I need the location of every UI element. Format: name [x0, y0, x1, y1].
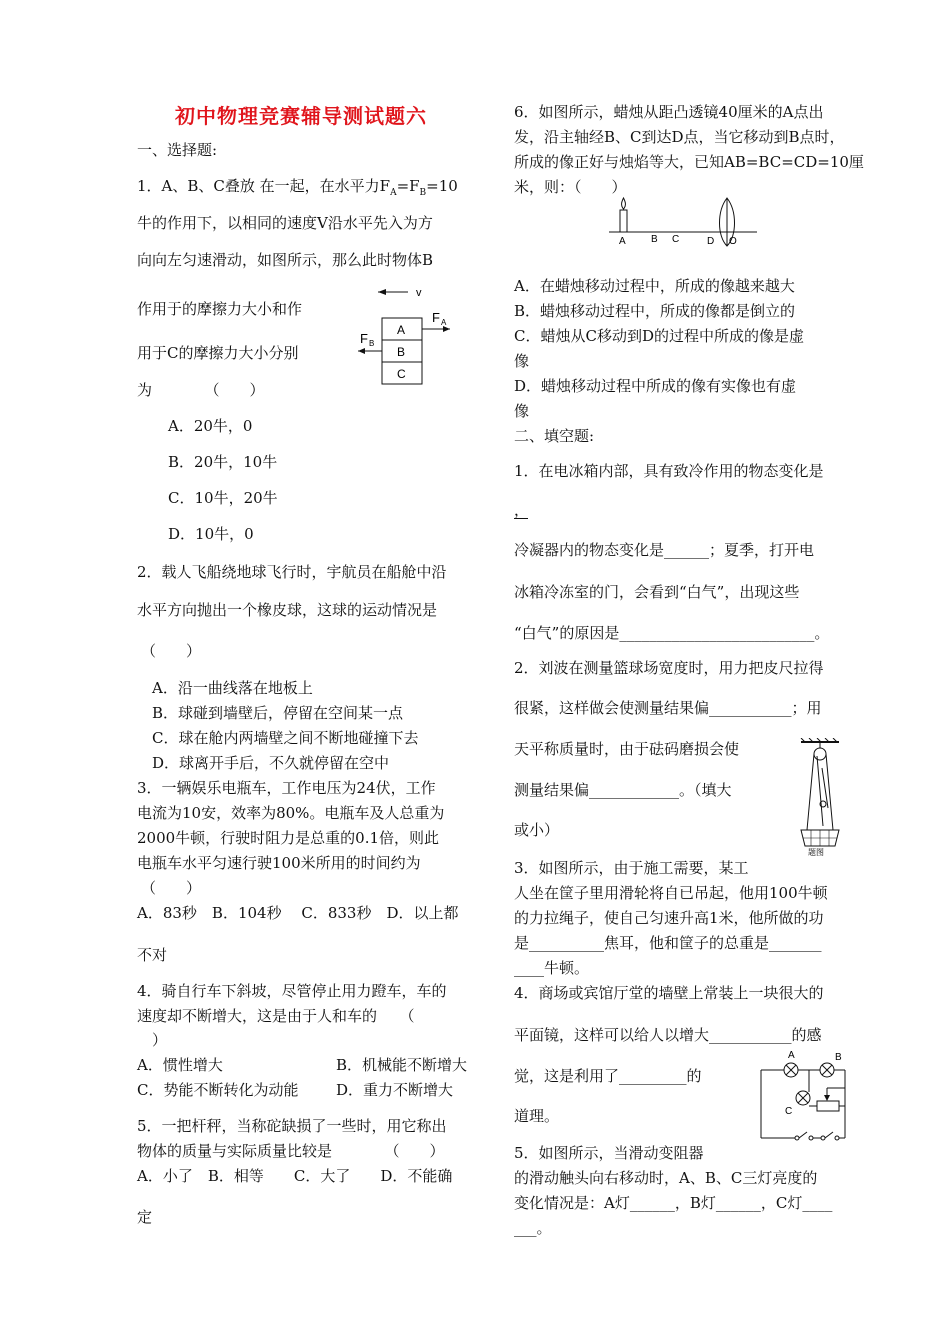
q3-line-7: 不对 [137, 946, 168, 964]
q1-text-end: =10 [426, 177, 458, 195]
q6-option-b: B．蜡烛移动过程中，所成的像都是倒立的 [514, 302, 796, 320]
q1-option-c: C．10牛，20牛 [168, 489, 278, 507]
q2-option-a: A．沿一曲线落在地板上 [152, 679, 313, 697]
q5-line-4: 定 [137, 1208, 153, 1226]
q2-line-1: 2．载人飞船绕地球飞行时，宇航员在船舱中沿 [137, 563, 447, 581]
point-d: D [707, 236, 715, 247]
point-o: O [729, 236, 737, 247]
f2-line-4: 测量结果偏____________。（填大 [514, 781, 732, 799]
q1-eq: =F [396, 177, 420, 195]
f4-line-2: 平面镜，这样可以给人以增大___________的感 [514, 1026, 822, 1044]
f1-line-1: 1．在电冰箱内部，具有致冷作用的物态变化是 [514, 462, 824, 480]
pulley-figure-caption: 题图 [808, 848, 824, 856]
q5-line-1: 5．一把杆秤，当称砣缺损了一些时，用它称出 [137, 1117, 447, 1135]
q6-line-2: 发，沿主轴经B、C到达D点，当它移动到B点时， [514, 128, 845, 146]
q4-line-3: ） [152, 1031, 168, 1049]
velocity-label: v [416, 287, 422, 299]
q2-option-c: C．球在舱内两墙壁之间不断地碰撞下去 [152, 729, 419, 747]
q6-line-3: 所成的像正好与烛焰等大，已知AB=BC=CD=10厘 [514, 153, 864, 171]
q1-line-1 [137, 176, 458, 203]
section-fill-heading: 二、填空题: [514, 427, 595, 445]
q3-line-2: 电流为10安，效率为80%。电瓶车及人总重为 [137, 804, 445, 822]
f5-line-3: 变化情况是：A灯______，B灯______，C灯____ [514, 1194, 833, 1212]
q4-option-a: A．惯性增大 [137, 1056, 223, 1074]
q2-option-d: D．球离开手后，不久就停留在空中 [152, 754, 390, 772]
q6-option-c: C．蜡烛从C移动到D的过程中所成的像是虚 [514, 327, 804, 345]
f4-line-4: 道理。 [514, 1107, 560, 1125]
q4-line-1: 4．骑自行车下斜坡，尽管停止用力蹬车，车的 [137, 982, 447, 1000]
lamp-a-label: A [788, 1050, 795, 1061]
q6-line-1: 6．如图所示，蜡烛从距凸透镜40厘米的A点出 [514, 103, 824, 121]
f2-line-5: 或小） [514, 821, 560, 839]
f3-line-4: 是__________焦耳，他和筐子的总重是_______ [514, 934, 822, 952]
block-c-label: C [397, 367, 406, 381]
circuit-figure [755, 1048, 857, 1142]
q3-line-1: 3．一辆娱乐电瓶车，工作电压为24伏，工作 [137, 779, 436, 797]
force-a-label: F [432, 310, 440, 325]
f1-line-4: 冰箱冷冻室的门，会看到“白气”，出现这些 [514, 583, 800, 601]
q1-line-2: 牛的作用下，以相同的速度V沿水平先入为方 [137, 214, 433, 232]
q1-option-b: B．20牛，10牛 [168, 453, 278, 471]
point-b: B [651, 234, 658, 245]
q1-line-6: 为 （ ） [137, 381, 265, 399]
section-choice-heading: 一、选择题: [137, 141, 218, 159]
q1-text: 1．A、B、C叠放 在一起，在水平力F [137, 177, 391, 195]
q5-line-3: A．小了 B．相等 C．大了 D．不能确 [137, 1167, 453, 1185]
q2-line-3: （ ） [141, 642, 202, 660]
f3-line-2: 人坐在筐子里用滑轮将自已吊起，他用100牛顿 [514, 884, 828, 902]
f2-line-3: 天平称质量时，由于砝码磨损会使 [514, 740, 740, 758]
f4-line-1: 4．商场或宾馆厅堂的墙壁上常装上一块很大的 [514, 984, 824, 1002]
q2-line-2: 水平方向抛出一个橡皮球，这球的运动情况是 [137, 601, 438, 619]
block-a-label: A [397, 323, 406, 337]
q1-line-4: 作用于的摩擦力大小和作 [137, 300, 303, 318]
f2-line-1: 2．刘波在测量篮球场宽度时，用力把皮尺拉得 [514, 659, 824, 677]
q3-line-3: 2000牛顿，行驶时阻力是总重的0.1倍，则此 [137, 829, 440, 847]
q4-option-d: D．重力不断增大 [336, 1081, 454, 1099]
q1-option-d: D．10牛，0 [168, 525, 254, 543]
q4-option-b: B．机械能不断增大 [336, 1056, 468, 1074]
q6-line-4: 米，则：（ ） [514, 178, 627, 196]
f1-line-5: “白气”的原因是__________________________。 [514, 624, 830, 642]
q1-line-5: 用于C的摩擦力大小分别 [137, 344, 299, 362]
force-b-label: F [360, 331, 368, 346]
f5-line-4: ___。 [514, 1219, 552, 1237]
q6-option-c-cont: 像 [514, 352, 530, 370]
f1-line-3: 冷凝器内的物态变化是______；夏季，打开电 [514, 541, 815, 559]
f2-line-2: 很紧，这样做会使测量结果偏___________；用 [514, 699, 822, 717]
point-c: C [672, 234, 680, 245]
q4-line-2: 速度却不断增大，这是由于人和车的 （ [137, 1007, 415, 1025]
q6-option-a: A．在蜡烛移动过程中，所成的像越来越大 [514, 277, 795, 295]
f1-line-2: ， [514, 501, 530, 519]
q1-sub-b: B [419, 188, 427, 198]
f4-line-3: 觉，这是利用了_________的 [514, 1067, 702, 1085]
point-a: A [619, 236, 626, 247]
q6-option-d: D．蜡烛移动过程中所成的像有实像也有虚 [514, 377, 797, 395]
q1-blocks-figure [350, 282, 460, 394]
f5-line-1: 5．如图所示，当滑动变阻器 [514, 1144, 704, 1162]
f3-line-3: 的力拉绳子，使自己匀速升高1米，他所做的功 [514, 909, 824, 927]
f3-line-5: ____牛顿。 [514, 959, 590, 977]
q1-line-3: 向向左匀速滑动，如图所示，那么此时物体B [137, 251, 434, 269]
block-b-label: B [397, 345, 406, 359]
f5-line-2: 的滑动触头向右移动时，A、B、C三灯亮度的 [514, 1169, 818, 1187]
force-b-sub: B [369, 339, 375, 348]
q3-line-4: 电瓶车水平匀速行驶100米所用的时间约为 [137, 854, 421, 872]
lamp-b-label: B [835, 1052, 842, 1063]
q6-lens-figure [605, 196, 760, 248]
f3-line-1: 3．如图所示，由于施工需要，某工 [514, 859, 749, 877]
q3-line-6: A．83秒 B．104秒 C．833秒 D．以上都 [137, 904, 459, 922]
f1-blank-short [514, 518, 528, 519]
lamp-c-label: C [785, 1106, 793, 1117]
page-title: 初中物理竞赛辅导测试题六 [175, 104, 427, 128]
q3-line-5: （ ） [141, 879, 202, 897]
q1-option-a: A．20牛，0 [168, 417, 253, 435]
force-a-sub: A [441, 318, 447, 327]
q1-sub-a: A [390, 188, 397, 198]
pulley-basket-figure [795, 738, 845, 856]
q4-option-c: C．势能不断转化为动能 [137, 1081, 299, 1099]
q2-option-b: B．球碰到墙壁后，停留在空间某一点 [152, 704, 404, 722]
q5-line-2: 物体的质量与实际质量比较是 （ ） [137, 1142, 445, 1160]
q6-option-d-cont: 像 [514, 402, 530, 420]
